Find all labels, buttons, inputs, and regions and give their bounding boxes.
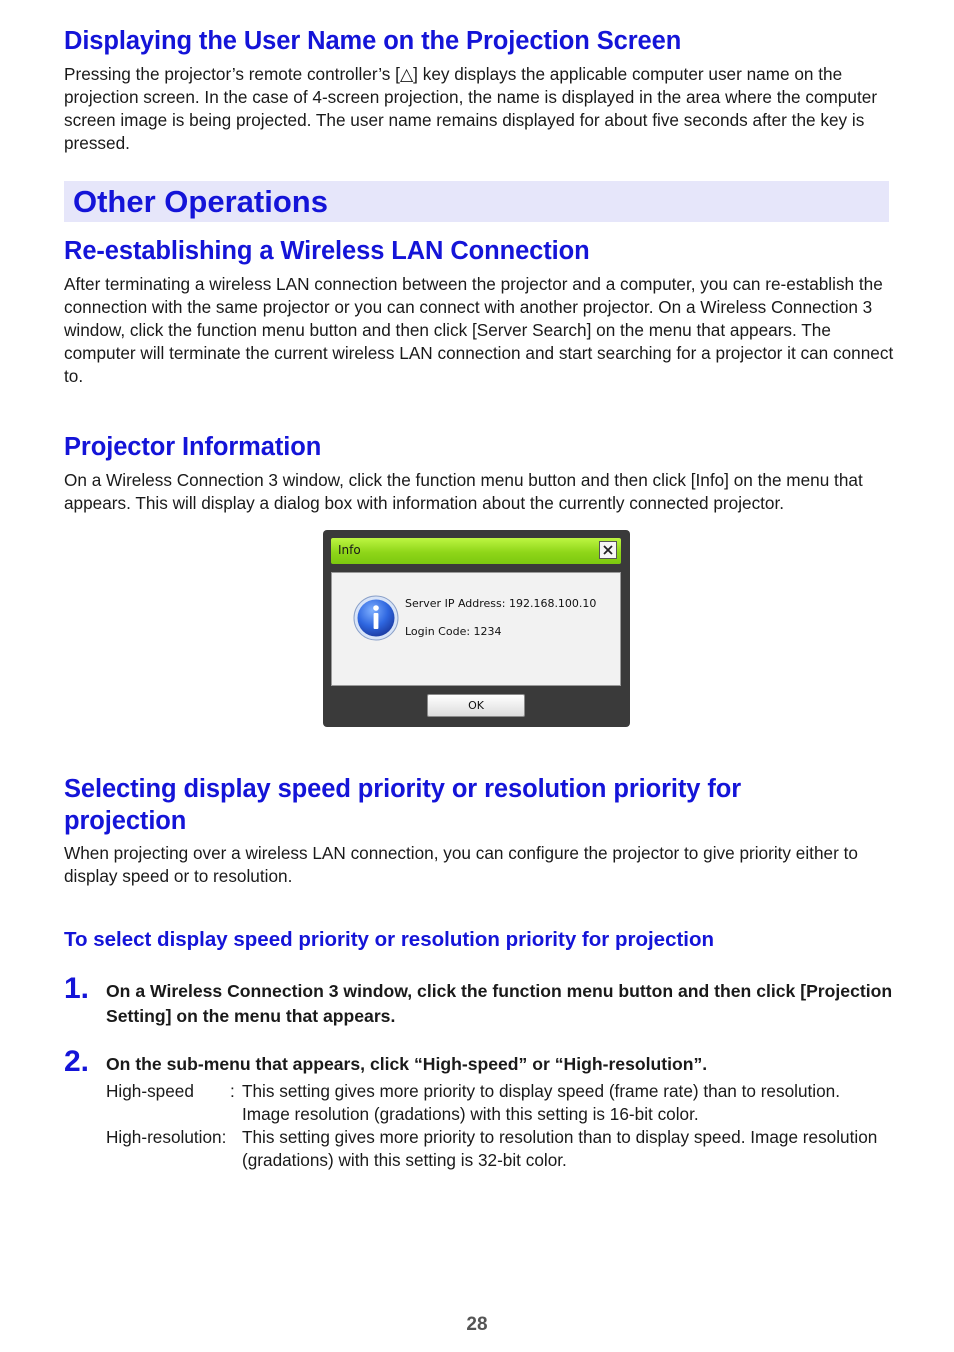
paragraph-text-end: ] key displays the applicable computer user name on the projection screen. In the case of 4-screen projection, the name is displayed in the area where the computer screen image is being projected. The user name remains displayed for about five seconds after the key is pressed. xyxy=(64,64,878,153)
priority-paragraph: When projecting over a wireless LAN connection, you can configure the projector to give priority either to display speed or to resolution. xyxy=(64,843,858,886)
server-ip-line: Server IP Address: 192.168.100.10 xyxy=(405,597,597,610)
triangle-key-icon: △ xyxy=(399,64,414,84)
definition-description: This setting gives more priority to resolution than to display speed. Image resolution (gradations) with this setting is 32-bit color. xyxy=(242,1127,878,1170)
definition-separator: : xyxy=(230,1081,235,1101)
dialog-title-bar xyxy=(331,538,621,564)
section-heading-reestablish: Re-establishing a Wireless LAN Connection xyxy=(64,237,590,265)
definition-term: High-resolution: xyxy=(106,1127,227,1147)
step-text: On the sub-menu that appears, click “High-speed” or “High-resolution”. xyxy=(106,1054,708,1074)
reestablish-paragraph: After terminating a wireless LAN connection between the projector and a computer, you can re-establish the connection with the same projector or you can connect with another projector. On a Wireless Connection 3 window, click the function menu button and then click [Server Search] on the menu that appears. The computer will terminate the current wireless LAN connection and start searching for a projector it can connect to. xyxy=(64,274,894,386)
definition-description: This setting gives more priority to display speed (frame rate) than to resolution. Image resolution (gradations) with this setting is 16-bit color. xyxy=(242,1081,841,1124)
page-number: 28 xyxy=(466,1314,488,1335)
step-number: 1. xyxy=(64,972,90,1005)
section-heading-priority-line-1: Selecting display speed priority or resolution priority for xyxy=(64,775,742,803)
login-code-line: Login Code: 1234 xyxy=(405,625,502,638)
step-text: On a Wireless Connection 3 window, click the function menu button and then click [Projection Setting] on the menu that appears. xyxy=(106,981,893,1026)
projector-info-paragraph: On a Wireless Connection 3 window, click the function menu button and then click [Info] on the menu that appears. This will display a dialog box with information about the currently connected projector. xyxy=(64,470,863,513)
paragraph-text-start: Pressing the projector’s remote controller’s [ xyxy=(64,64,400,84)
section-heading-priority-line-2: projection xyxy=(64,807,187,835)
chapter-title: Other Operations xyxy=(73,184,328,219)
step-number: 2. xyxy=(64,1045,90,1078)
section-heading-user-name: Displaying the User Name on the Projection Screen xyxy=(64,27,682,55)
dialog-body xyxy=(331,572,621,686)
procedure-heading: To select display speed priority or resolution priority for projection xyxy=(64,928,715,951)
section-heading-projector-info: Projector Information xyxy=(64,433,322,461)
user-name-paragraph xyxy=(64,63,894,155)
definition-term: High-speed xyxy=(106,1081,194,1101)
info-icon xyxy=(353,595,399,646)
dialog-title: Info xyxy=(338,543,361,557)
info-dialog xyxy=(323,530,630,727)
close-icon[interactable] xyxy=(599,541,617,559)
ok-button[interactable]: OK xyxy=(427,694,525,717)
chapter-title-band xyxy=(64,181,889,222)
